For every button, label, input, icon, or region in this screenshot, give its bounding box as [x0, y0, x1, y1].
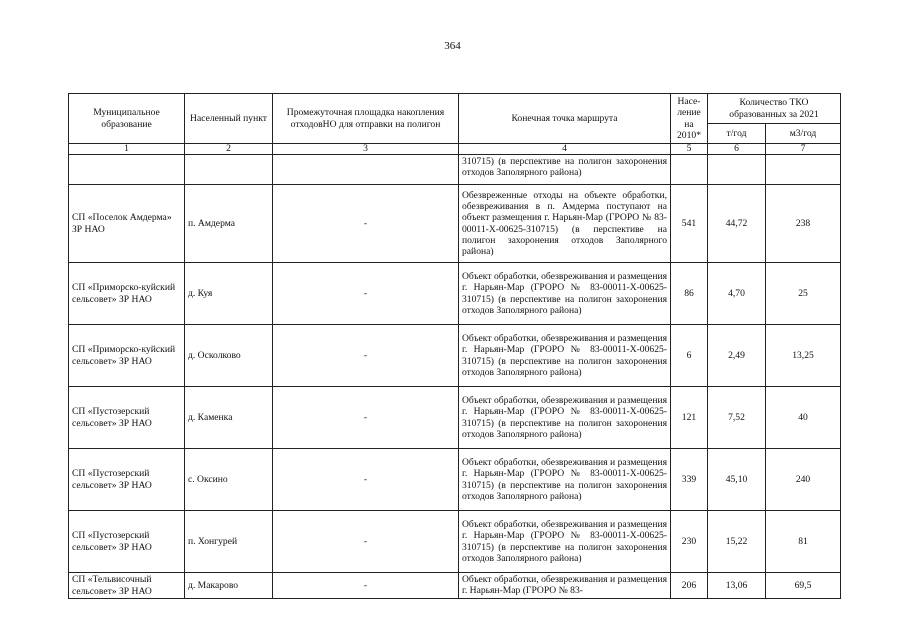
header-settlement: Населенный пункт [185, 94, 273, 144]
table-row [69, 449, 841, 511]
municipality-cell: СП «Приморско-куйский сельсовет» ЗР НАО [69, 263, 185, 325]
table-row [69, 185, 841, 263]
municipality-cell: СП «Поселок Амдерма» ЗР НАО [69, 185, 185, 263]
population-cell: 206 [671, 573, 708, 599]
municipality-cell: СП «Пустозерский сельсовет» ЗР НАО [69, 449, 185, 511]
settlement-cell: д. Макарово [185, 573, 273, 599]
tons-cell: 15,22 [708, 511, 766, 573]
destination-cell: 310715) (в перспективе на полигон захоронения отходов Заполярного района) [459, 155, 671, 185]
destination-cell: Объект обработки, обезвреживания и размещения г. Нарьян-Мар (ГРОРО № 83-00011-Х-00625-310715) (в перспективе на полигон захоронения отходов Заполярного района) [459, 511, 671, 573]
m3-cell: 238 [766, 185, 841, 263]
site-cell: - [273, 263, 459, 325]
destination-cell: Обезвреженные отходы на объекте обработки, обезвреживания в п. Амдерма поступают на объект размещения г. Нарьян-Мар (ГРОРО № 83-00011-Х-00625-310715) (в перспективе на полигон захоронения отходов Заполярного района) [459, 185, 671, 263]
site-cell: - [273, 185, 459, 263]
tons-cell: 45,10 [708, 449, 766, 511]
column-number: 6 [708, 144, 766, 155]
site-cell: - [273, 573, 459, 599]
table-row [69, 155, 841, 185]
column-number: 1 [69, 144, 185, 155]
settlement-cell [185, 155, 273, 185]
table-row [69, 511, 841, 573]
m3-cell: 240 [766, 449, 841, 511]
header-population: Насе-ление на 2010* [671, 94, 708, 144]
tons-cell: 44,72 [708, 185, 766, 263]
page-number: 364 [444, 40, 461, 52]
settlement-cell: п. Хонгурей [185, 511, 273, 573]
site-cell: - [273, 511, 459, 573]
table-row [69, 387, 841, 449]
destination-cell: Объект обработки, обезвреживания и размещения г. Нарьян-Мар (ГРОРО № 83-00011-Х-00625-310715) (в перспективе на полигон захоронения отходов Заполярного района) [459, 263, 671, 325]
m3-cell: 40 [766, 387, 841, 449]
population-cell [671, 155, 708, 185]
population-cell: 339 [671, 449, 708, 511]
site-cell: - [273, 325, 459, 387]
column-number: 5 [671, 144, 708, 155]
m3-cell: 81 [766, 511, 841, 573]
settlement-cell: с. Оксино [185, 449, 273, 511]
waste-routes-table [68, 93, 841, 599]
population-cell: 541 [671, 185, 708, 263]
municipality-cell: СП «Пустозерский сельсовет» ЗР НАО [69, 387, 185, 449]
tons-cell: 4,70 [708, 263, 766, 325]
m3-cell: 69,5 [766, 573, 841, 599]
column-number: 3 [273, 144, 459, 155]
m3-cell [766, 155, 841, 185]
header-municipality: Муниципальное образование [69, 94, 185, 144]
column-number: 2 [185, 144, 273, 155]
header-site: Промежуточная площадка накопления отходовНО для отправки на полигон [273, 94, 459, 144]
municipality-cell: СП «Пустозерский сельсовет» ЗР НАО [69, 511, 185, 573]
tons-cell: 7,52 [708, 387, 766, 449]
destination-cell: Объект обработки, обезвреживания и размещения г. Нарьян-Мар (ГРОРО № 83-00011-Х-00625-310715) (в перспективе на полигон захоронения отходов Заполярного района) [459, 325, 671, 387]
settlement-cell: п. Амдерма [185, 185, 273, 263]
table-row [69, 263, 841, 325]
header-destination: Конечная точка маршрута [459, 94, 671, 144]
tons-cell: 2,49 [708, 325, 766, 387]
destination-cell: Объект обработки, обезвреживания и размещения г. Нарьян-Мар (ГРОРО № 83-00011-Х-00625-310715) (в перспективе на полигон захоронения отходов Заполярного района) [459, 387, 671, 449]
column-number-row [69, 144, 841, 155]
site-cell [273, 155, 459, 185]
header-tko-amount: Количество ТКО образованных за 2021 [708, 94, 841, 124]
table-row [69, 325, 841, 387]
column-number: 4 [459, 144, 671, 155]
destination-cell: Объект обработки, обезвреживания и размещения г. Нарьян-Мар (ГРОРО № 83- [459, 573, 671, 599]
settlement-cell: д. Куя [185, 263, 273, 325]
population-cell: 121 [671, 387, 708, 449]
m3-cell: 25 [766, 263, 841, 325]
column-number: 7 [766, 144, 841, 155]
table-row [69, 573, 841, 599]
site-cell: - [273, 449, 459, 511]
settlement-cell: д. Каменка [185, 387, 273, 449]
municipality-cell [69, 155, 185, 185]
municipality-cell: СП «Приморско-куйский сельсовет» ЗР НАО [69, 325, 185, 387]
site-cell: - [273, 387, 459, 449]
header-tons: т/год [708, 124, 766, 144]
header-row [69, 94, 841, 124]
population-cell: 86 [671, 263, 708, 325]
population-cell: 6 [671, 325, 708, 387]
header-m3: м3/год [766, 124, 841, 144]
settlement-cell: д. Осколково [185, 325, 273, 387]
m3-cell: 13,25 [766, 325, 841, 387]
tons-cell: 13,06 [708, 573, 766, 599]
municipality-cell: СП «Тельвисочный сельсовет» ЗР НАО [69, 573, 185, 599]
tons-cell [708, 155, 766, 185]
population-cell: 230 [671, 511, 708, 573]
destination-cell: Объект обработки, обезвреживания и размещения г. Нарьян-Мар (ГРОРО № 83-00011-Х-00625-310715) (в перспективе на полигон захоронения отходов Заполярного района) [459, 449, 671, 511]
